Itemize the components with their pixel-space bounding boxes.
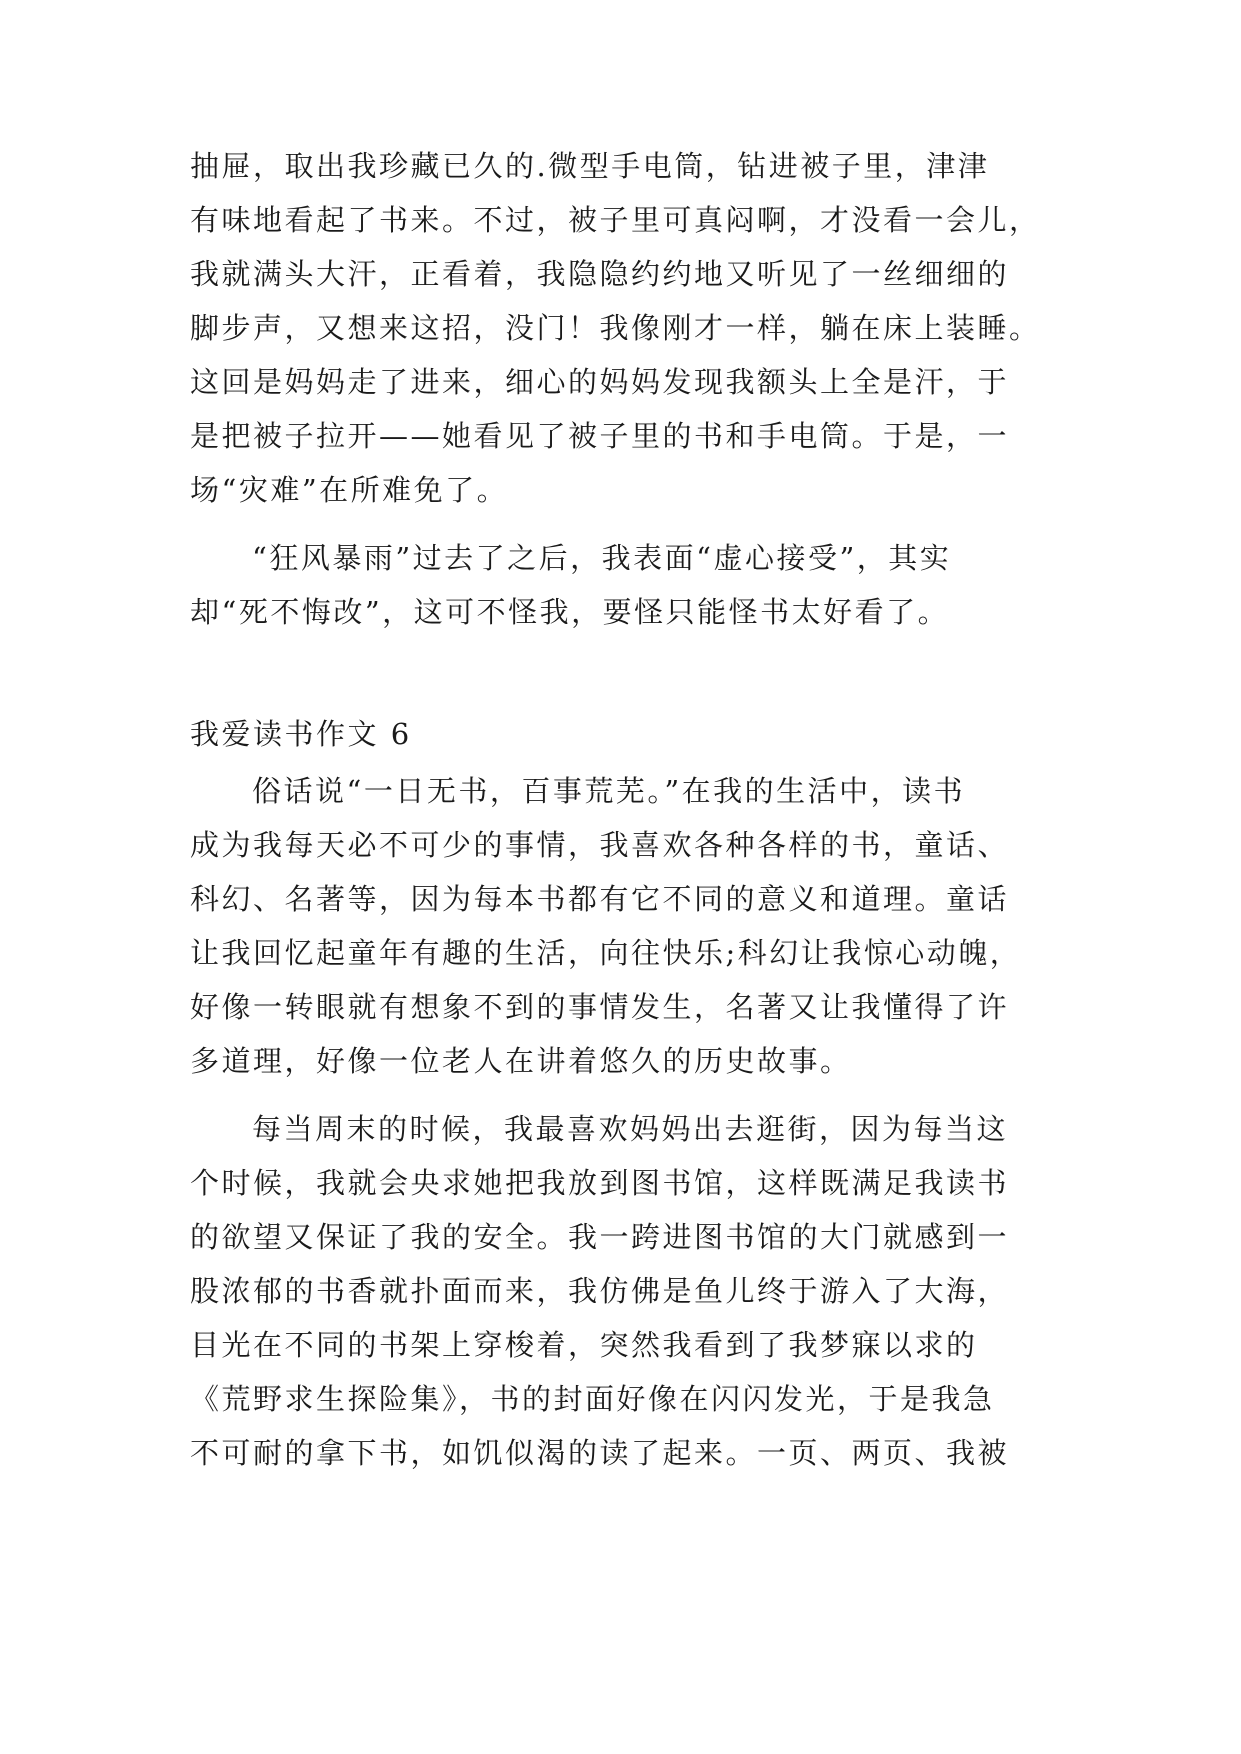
text-line: 不可耐的拿下书，如饥似渴的读了起来。一页、两页、我被: [190, 1436, 1010, 1470]
text-line: 好像一转眼就有想象不到的事情发生，名著又让我懂得了许: [190, 990, 1010, 1024]
text-line: 《荒野求生探险集》，书的封面好像在闪闪发光，于是我急: [190, 1382, 995, 1416]
text-line: 我就满头大汗，正看着，我隐隐约约地又听见了一丝细细的: [190, 257, 1010, 291]
essay-title: 我爱读书作文 6: [190, 717, 412, 751]
text-line: 的欲望又保证了我的安全。我一跨进图书馆的大门就感到一: [190, 1220, 1010, 1254]
text-line: 俗话说“一日无书，百事荒芜。”在我的生活中，读书: [252, 774, 966, 808]
text-line: 成为我每天必不可少的事情，我喜欢各种各样的书，童话、: [190, 828, 1010, 862]
text-line: “狂风暴雨”过去了之后，我表面“虚心接受”，其实: [252, 541, 952, 575]
text-line: 每当周末的时候，我最喜欢妈妈出去逛街，因为每当这: [252, 1112, 1009, 1146]
text-line: 让我回忆起童年有趣的生活，向往快乐;科幻让我惊心动魄，: [190, 936, 1022, 970]
text-line: 是把被子拉开——她看见了被子里的书和手电筒。于是，一: [190, 419, 1010, 453]
text-line: 目光在不同的书架上穿梭着，突然我看到了我梦寐以求的: [190, 1328, 978, 1362]
text-line: 股浓郁的书香就扑面而来，我仿佛是鱼儿终于游入了大海，: [190, 1274, 1010, 1308]
text-line: 有味地看起了书来。不过，被子里可真闷啊，才没看一会儿，: [190, 203, 1041, 237]
text-line: 场“灾难”在所难免了。: [190, 473, 509, 507]
text-line: 多道理，好像一位老人在讲着悠久的历史故事。: [190, 1044, 852, 1078]
text-line: 却“死不悔改”，这可不怪我，要怪只能怪书太好看了。: [190, 595, 950, 629]
text-line: 抽屉，取出我珍藏已久的.微型手电筒，钻进被子里，津津: [190, 149, 990, 183]
text-line: 个时候，我就会央求她把我放到图书馆，这样既满足我读书: [190, 1166, 1010, 1200]
text-line: 这回是妈妈走了进来，细心的妈妈发现我额头上全是汗，于: [190, 365, 1010, 399]
text-line: 脚步声，又想来这招，没门！我像刚才一样，躺在床上装睡。: [190, 311, 1041, 345]
text-line: 科幻、名著等，因为每本书都有它不同的意义和道理。童话: [190, 882, 1010, 916]
